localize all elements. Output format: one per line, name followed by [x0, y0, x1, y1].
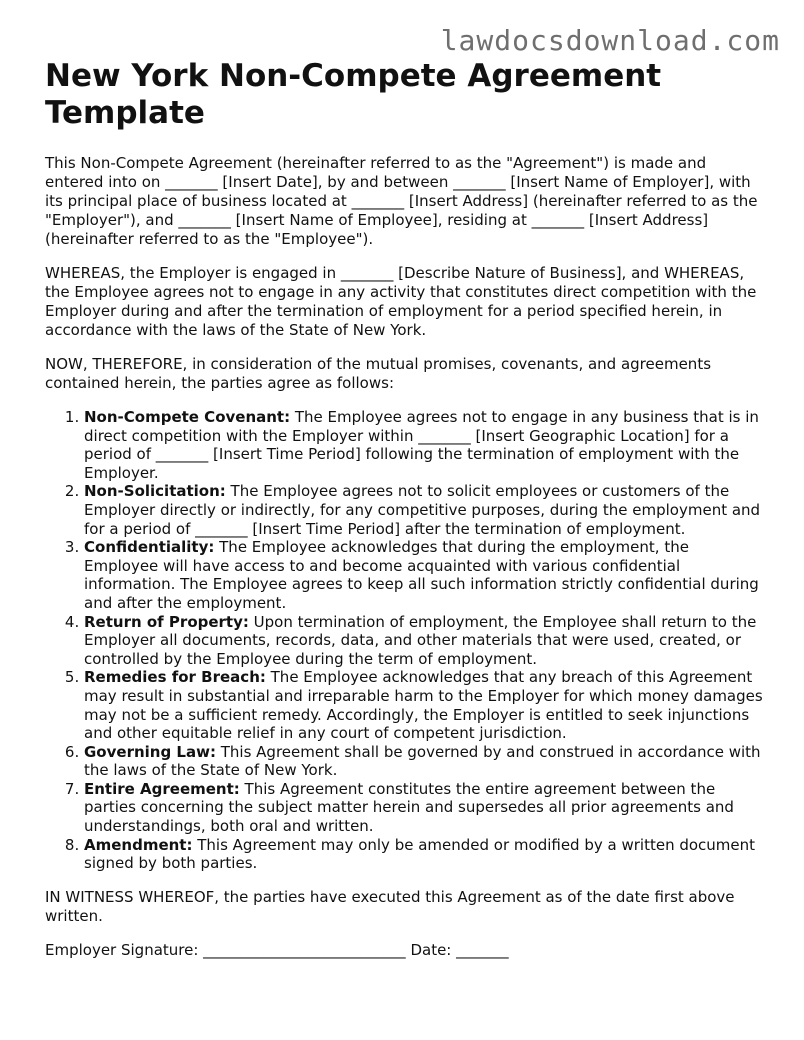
clause-heading: Governing Law:	[84, 742, 216, 761]
page-title: New York Non-Compete Agreement Template	[45, 58, 662, 131]
clause-item	[84, 538, 767, 612]
clause-text: This Agreement may only be amended or modified by a written document signed by both parties.	[84, 835, 756, 873]
clause-item	[84, 836, 767, 873]
watermark: lawdocsdownload.com	[440, 24, 780, 57]
clause-text: The Employee agrees not to engage in any business that is in direct competition with the Employer within _______ [Insert Geographic Location] for a period of _______ [Insert Time Period] following the termination of employment with the Employer.	[84, 408, 759, 482]
clause-item	[84, 780, 767, 836]
witness-paragraph: IN WITNESS WHEREOF, the parties have executed this Agreement as of the date first above written.	[45, 887, 735, 925]
clause-item	[84, 408, 767, 482]
document-page	[45, 58, 767, 975]
signature-line: Employer Signature: ___________________________ Date: _______	[45, 940, 509, 959]
clause-text: The Employee acknowledges that during the employment, the Employee will have access to and become acquainted with various confidential information. The Employee agrees to keep all such information strictly confidential during and after the employment.	[84, 538, 759, 612]
whereas-paragraph: WHEREAS, the Employer is engaged in _______ [Describe Nature of Business], and WHEREAS, the Employee agrees not to engage in any activity that constitutes direct competition with the Employer during and after the termination of employment for a period specified herein, in accordance with the laws of the State of New York.	[45, 264, 757, 339]
now-therefore-paragraph: NOW, THEREFORE, in consideration of the mutual promises, covenants, and agreements contained herein, the parties agree as follows:	[45, 355, 712, 392]
clause-item	[84, 613, 767, 669]
clause-heading: Non-Compete Covenant:	[84, 408, 291, 426]
clause-heading: Non-Solicitation:	[84, 482, 226, 501]
clause-text: The Employee agrees not to solicit employees or customers of the Employer directly or indirectly, for any competitive purposes, during the employment and for a period of _______ [Insert Time Period] after the termination of employment.	[84, 482, 761, 538]
clauses-list	[45, 408, 767, 873]
clause-text: This Agreement constitutes the entire agreement between the parties concerning the subject matter herein and supersedes all prior agreements and understandings, both oral and written.	[84, 779, 734, 836]
clause-item	[84, 482, 767, 538]
clause-text: Upon termination of employment, the Employee shall return to the Employer all documents, records, data, and other materials that were used, created, or controlled by the Employee during the term of employment.	[84, 612, 757, 668]
clause-text: This Agreement shall be governed by and construed in accordance with the laws of the State of New York.	[84, 742, 761, 780]
clause-heading: Confidentiality:	[84, 538, 215, 557]
clause-heading: Amendment:	[84, 835, 193, 854]
intro-paragraph: This Non-Compete Agreement (hereinafter referred to as the "Agreement") is made and entered into on _______ [Insert Date], by and between _______ [Insert Name of Employer], with its principal place of business located at _______ [Insert Address] (hereinafter referred to as the "Employer"), and _______ [Insert Name of Employee], residing at _______ [Insert Address] (hereinafter referred to as the "Employee").	[45, 154, 758, 248]
clause-item	[84, 668, 767, 742]
clause-item	[84, 743, 767, 780]
clause-heading: Remedies for Breach:	[84, 668, 266, 687]
clause-heading: Return of Property:	[84, 612, 249, 631]
clause-heading: Entire Agreement:	[84, 779, 240, 798]
clause-text: The Employee acknowledges that any breach of this Agreement may result in substantial and irreparable harm to the Employer for which money damages may not be a sufficient remedy. Accordingly, the Employer is entitled to seek injunctions and other equitable relief in any court of competent jurisdiction.	[84, 668, 763, 743]
